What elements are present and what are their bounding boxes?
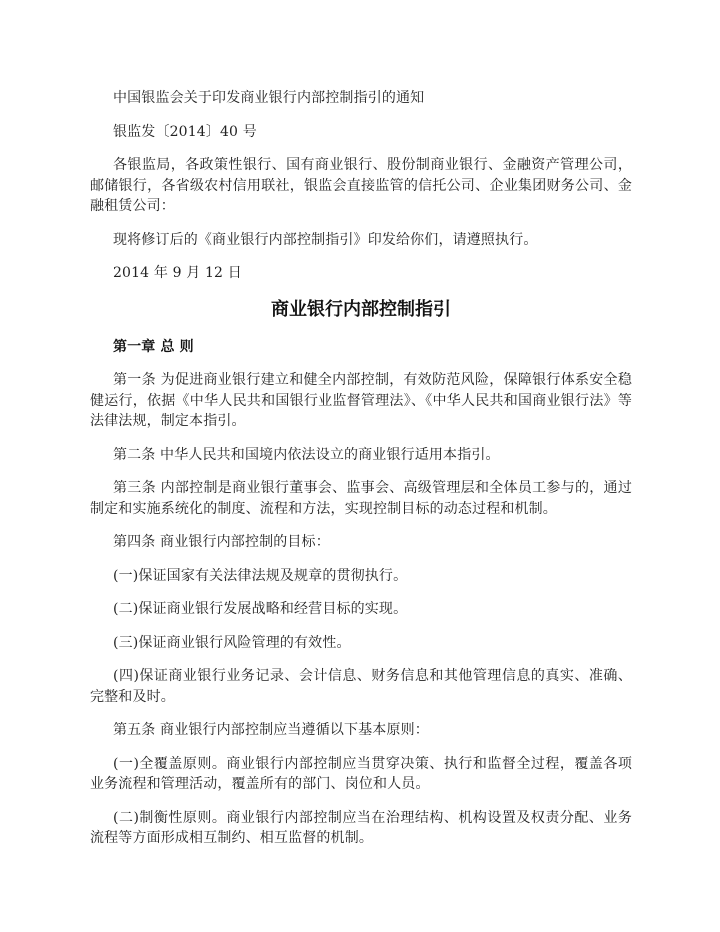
notice-body: 现将修订后的《商业银行内部控制指引》印发给你们，请遵照执行。 bbox=[113, 231, 538, 248]
doc-number: 银监发〔2014〕40 号 bbox=[113, 123, 257, 140]
article-paragraph: 第二条 中华人民共和国境内依法设立的商业银行适用本指引。 bbox=[113, 446, 500, 463]
article-paragraph: 第一条 为促进商业银行建立和健全内部控制，有效防范风险，保障银行体系安全稳健运行，依据《中华人民共和国银行业监督管理法》、《中华人民共和国商业银行法》等法律法规，制定本指引。 bbox=[90, 372, 632, 429]
article-paragraph: 第四条 商业银行内部控制的目标： bbox=[113, 534, 330, 550]
guideline-title: 商业银行内部控制指引 bbox=[271, 298, 451, 320]
article-paragraph: 第三条 内部控制是商业银行董事会、监事会、高级管理层和全体员工参与的，通过制定和实施系统化的制度、流程和方法，实现控制目标的动态过程和机制。 bbox=[90, 480, 632, 517]
list-item: (一)全覆盖原则。商业银行内部控制应当贯穿决策、执行和监督全过程，覆盖各项业务流程和管理活动，覆盖所有的部门、岗位和人员。 bbox=[90, 755, 632, 792]
chapter-heading: 第一章 总 则 bbox=[113, 338, 194, 355]
list-item: (三)保证商业银行风险管理的有效性。 bbox=[113, 634, 351, 651]
list-item: (二)保证商业银行发展战略和经营目标的实现。 bbox=[113, 601, 408, 617]
article-paragraph: 第五条 商业银行内部控制应当遵循以下基本原则： bbox=[113, 722, 429, 738]
list-item: (四)保证商业银行业务记录、会计信息、财务信息和其他管理信息的真实、准确、完整和及时。 bbox=[90, 668, 632, 705]
list-item: (二)制衡性原则。商业银行内部控制应当在治理结构、机构设置及权责分配、业务流程等方面形成相互制约、相互监督的机制。 bbox=[90, 809, 632, 846]
notice-title: 中国银监会关于印发商业银行内部控制指引的通知 bbox=[113, 90, 425, 106]
document-page bbox=[90, 88, 632, 862]
list-item: (一)保证国家有关法律法规及规章的贯彻执行。 bbox=[113, 567, 408, 584]
recipients: 各银监局，各政策性银行、国有商业银行、股份制商业银行、金融资产管理公司，邮储银行，各省级农村信用联社，银监会直接监管的信托公司、企业集团财务公司、金融租赁公司： bbox=[90, 157, 632, 214]
notice-date: 2014 年 9 月 12 日 bbox=[113, 265, 242, 281]
